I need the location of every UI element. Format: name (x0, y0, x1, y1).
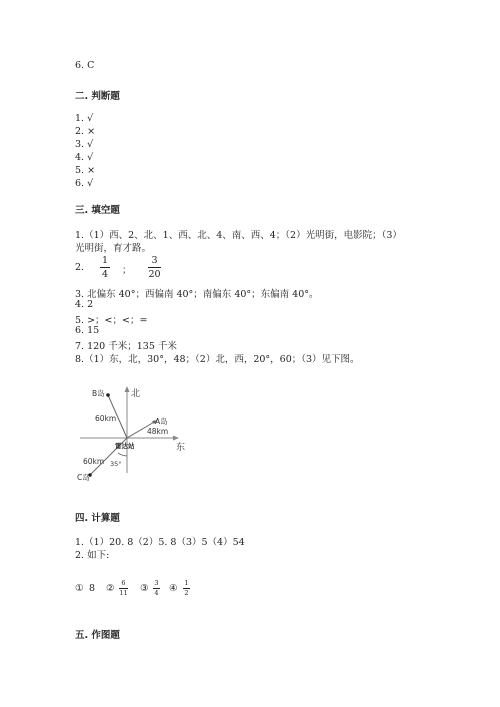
fill-q1-line2: 光明街，育才路。 (75, 243, 152, 254)
fill-q4: 4. 2 (75, 299, 94, 310)
judge-item: 3. √ (75, 139, 94, 150)
b-island-point (106, 393, 110, 397)
fraction-denominator: 2 (184, 589, 189, 597)
fraction-bar (100, 267, 110, 268)
c-island-label: C岛 (77, 473, 90, 482)
radar-direction-diagram (75, 378, 195, 488)
fill-q6: 6. 15 (75, 325, 100, 336)
fraction-numerator: 1 (184, 579, 189, 587)
answer-1-marker: ① (75, 583, 84, 594)
judge-item: 5. × (75, 165, 96, 176)
fraction-one-quarter (100, 255, 110, 280)
fill-q2-separator: ； (122, 265, 132, 276)
section-5-title: 五. 作图题 (75, 630, 120, 641)
north-label: 北 (131, 389, 141, 399)
fraction-numerator: 3 (151, 255, 158, 266)
fill-q8: 8.（1）东，北，30°，48；（2）北，西，20°，60；（3）见下图。 (75, 354, 360, 365)
fill-q5: 5. >；<；<；= (75, 315, 148, 326)
c-angle-label: 35° (110, 460, 122, 468)
answer-2-marker: ② (106, 583, 115, 594)
section-2-title: 二. 判断题 (75, 91, 120, 102)
fraction-denominator: 11 (119, 589, 128, 597)
a-distance-label: 48km (147, 427, 169, 436)
radar-station-label: 雷达站 (115, 442, 135, 450)
east-arrow-icon (173, 436, 179, 441)
judge-item: 4. √ (75, 152, 94, 163)
fraction-numerator: 6 (121, 579, 126, 587)
fraction-denominator: 20 (148, 269, 161, 280)
fill-q2-label: 2. (75, 262, 85, 273)
fraction-bar (148, 267, 161, 268)
b-distance-label: 60km (95, 414, 117, 423)
answer-1-value: 8 (89, 583, 96, 594)
fraction-three-twentieths (148, 255, 161, 280)
fill-q7: 7. 120 千米；135 千米 (75, 341, 177, 352)
answer-3-marker: ③ (140, 583, 149, 594)
a-island-label: A岛 (155, 417, 168, 426)
east-label: 东 (176, 443, 186, 453)
fraction-numerator: 3 (154, 579, 159, 587)
top-answer: 6. C (75, 60, 95, 71)
answer-4-marker: ④ (169, 583, 178, 594)
judge-item: 2. × (75, 126, 96, 137)
calc-q1: 1.（1）20. 8（2）5. 8（3）5（4）54 (75, 537, 245, 548)
b-island-label: B岛 (92, 389, 105, 398)
judge-item: 6. √ (75, 178, 94, 189)
answer-4-fraction (183, 579, 190, 597)
answer-3-fraction (153, 579, 160, 597)
north-arrow-icon (125, 386, 130, 392)
c-distance-label: 60km (83, 457, 105, 466)
c-angle-arc (118, 453, 127, 456)
fraction-numerator: 1 (101, 255, 109, 266)
calc-q2: 2. 如下: (75, 550, 110, 561)
fraction-denominator: 4 (101, 269, 109, 280)
answer-2-fraction (119, 579, 128, 597)
section-4-title: 四. 计算题 (75, 513, 120, 524)
fill-q3: 3. 北偏东 40°；西偏南 40°；南偏东 40°；东偏南 40°。 (75, 289, 319, 300)
judge-item: 1. √ (75, 113, 94, 124)
section-3-title: 三. 填空题 (75, 205, 120, 216)
fraction-denominator: 4 (154, 589, 159, 597)
fill-q1-line1: 1.（1）西、2、北、1、西、北、4、南、西、4；（2）光明街，电影院；（3） (75, 230, 402, 241)
